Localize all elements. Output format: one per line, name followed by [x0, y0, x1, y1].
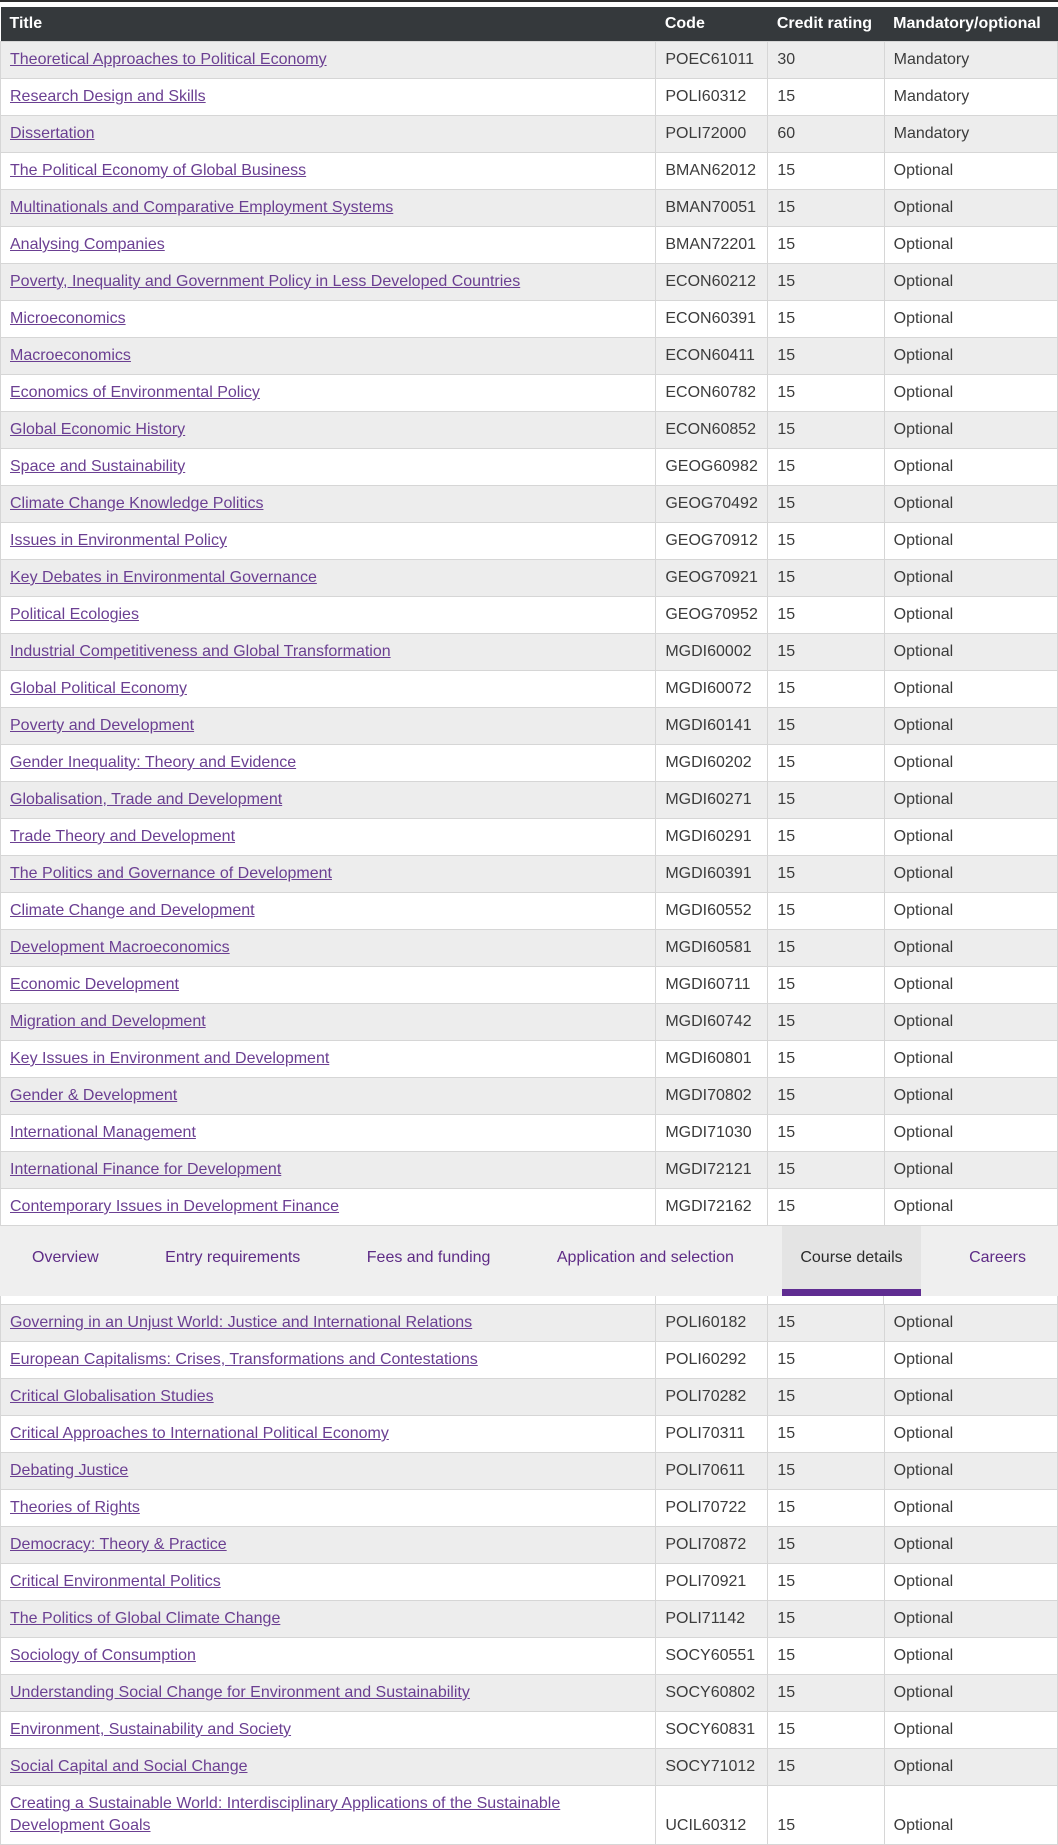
- tab-overview[interactable]: Overview: [32, 1248, 99, 1266]
- credit-rating-cell: 15: [768, 634, 884, 671]
- course-title-link[interactable]: Critical Globalisation Studies: [10, 1388, 214, 1405]
- course-title-cell: [1, 560, 656, 597]
- table-row: [1, 967, 1058, 1004]
- table-row: [1, 1490, 1058, 1527]
- course-title-cell: [1, 1041, 656, 1078]
- course-title-cell: [1, 782, 656, 819]
- credit-rating-cell: 15: [768, 1527, 884, 1564]
- credit-rating-cell: 15: [768, 1712, 884, 1749]
- course-title-cell: [1, 1004, 656, 1041]
- mandatory-optional-cell: Optional: [884, 967, 1057, 1004]
- course-code-cell: GEOG70952: [656, 597, 768, 634]
- course-code-cell: MGDI60391: [656, 856, 768, 893]
- table-row: [1, 1712, 1058, 1749]
- table-row: [1, 1675, 1058, 1712]
- table-row: [1, 671, 1058, 708]
- course-code-cell: POEC61011: [656, 42, 768, 79]
- credit-rating-cell: 15: [768, 671, 884, 708]
- table-row: [1, 1115, 1058, 1152]
- mandatory-optional-cell: Optional: [884, 1342, 1057, 1379]
- course-code-cell: POLI60292: [656, 1342, 768, 1379]
- course-title-link[interactable]: Democracy: Theory & Practice: [10, 1536, 227, 1553]
- table-row: [1, 190, 1058, 227]
- course-code-cell: GEOG70912: [656, 523, 768, 560]
- table-row: [1, 597, 1058, 634]
- column-header-title: Title: [1, 7, 656, 42]
- course-title-link[interactable]: International Finance for Development: [10, 1161, 282, 1178]
- tab-course-details[interactable]: Course details: [782, 1226, 920, 1296]
- course-code-cell: POLI71142: [656, 1601, 768, 1638]
- table-row: [1, 375, 1058, 412]
- course-title-link[interactable]: Political Ecologies: [10, 606, 139, 623]
- table-row: [1, 264, 1058, 301]
- mandatory-optional-cell: Optional: [884, 1189, 1057, 1226]
- course-title-cell: [1, 1601, 656, 1638]
- table-row: [1, 449, 1058, 486]
- course-title-cell: [1, 1527, 656, 1564]
- table-row: [1, 782, 1058, 819]
- credit-rating-cell: 15: [768, 819, 884, 856]
- credit-rating-cell: 15: [768, 1152, 884, 1189]
- table-row: [1, 79, 1058, 116]
- course-title-cell: [1, 1453, 656, 1490]
- course-title-cell: [1, 116, 656, 153]
- credit-rating-cell: 15: [768, 1638, 884, 1675]
- course-code-cell: MGDI70802: [656, 1078, 768, 1115]
- course-title-cell: [1, 1152, 656, 1189]
- course-title-link[interactable]: The Politics of Global Climate Change: [10, 1610, 281, 1627]
- course-title-cell: [1, 1078, 656, 1115]
- course-title-link[interactable]: Gender & Development: [10, 1087, 178, 1104]
- credit-rating-cell: 15: [768, 1601, 884, 1638]
- mandatory-optional-cell: Optional: [884, 1712, 1057, 1749]
- mandatory-optional-cell: Optional: [884, 153, 1057, 190]
- course-title-link[interactable]: Social Capital and Social Change: [10, 1758, 248, 1775]
- mandatory-optional-cell: Optional: [884, 782, 1057, 819]
- course-code-cell: ECON60782: [656, 375, 768, 412]
- credit-rating-cell: 15: [768, 1342, 884, 1379]
- course-title-link[interactable]: Issues in Environmental Policy: [10, 532, 227, 549]
- course-title-cell: [1, 1749, 656, 1786]
- credit-rating-cell: 15: [768, 1078, 884, 1115]
- credit-rating-cell: 30: [768, 42, 884, 79]
- course-title-link[interactable]: Migration and Development: [10, 1013, 206, 1030]
- credit-rating-cell: 15: [768, 301, 884, 338]
- course-code-cell: MGDI60141: [656, 708, 768, 745]
- table-row: [1, 338, 1058, 375]
- course-title-link[interactable]: Space and Sustainability: [10, 458, 186, 475]
- course-title-link[interactable]: Sociology of Consumption: [10, 1647, 196, 1664]
- table-row: [1, 1527, 1058, 1564]
- course-code-cell: POLI70311: [656, 1416, 768, 1453]
- credit-rating-cell: 15: [768, 782, 884, 819]
- mandatory-optional-cell: Optional: [884, 708, 1057, 745]
- course-title-link[interactable]: Theories of Rights: [10, 1499, 140, 1516]
- credit-rating-cell: 15: [768, 375, 884, 412]
- credit-rating-cell: 15: [768, 597, 884, 634]
- credit-rating-cell: 15: [768, 1453, 884, 1490]
- course-title-cell: [1, 412, 656, 449]
- mandatory-optional-cell: Optional: [884, 264, 1057, 301]
- course-code-cell: POLI70282: [656, 1379, 768, 1416]
- credit-rating-cell: 15: [768, 153, 884, 190]
- course-title-link[interactable]: Globalisation, Trade and Development: [10, 791, 283, 808]
- credit-rating-cell: 15: [768, 708, 884, 745]
- mandatory-optional-cell: Optional: [884, 375, 1057, 412]
- credit-rating-cell: 15: [768, 893, 884, 930]
- mandatory-optional-cell: Optional: [884, 1527, 1057, 1564]
- mandatory-optional-cell: Optional: [884, 893, 1057, 930]
- credit-rating-cell: 15: [768, 79, 884, 116]
- course-title-cell: [1, 1379, 656, 1416]
- tab-entry-requirements[interactable]: Entry requirements: [165, 1248, 301, 1266]
- credit-rating-cell: 15: [768, 745, 884, 782]
- mandatory-optional-cell: Optional: [884, 1041, 1057, 1078]
- course-title-link[interactable]: European Capitalisms: Crises, Transformations and Contestations: [10, 1351, 478, 1368]
- course-title-cell: [1, 227, 656, 264]
- table-row: [1, 1749, 1058, 1786]
- table-row: [1, 1601, 1058, 1638]
- credit-rating-cell: 15: [768, 1189, 884, 1226]
- course-title-link[interactable]: Contemporary Issues in Development Finance: [10, 1198, 340, 1215]
- course-title-link[interactable]: Trade Theory and Development: [10, 828, 236, 845]
- course-title-link[interactable]: Critical Approaches to International Political Economy: [10, 1425, 389, 1442]
- course-title-link[interactable]: International Management: [10, 1124, 196, 1141]
- course-code-cell: MGDI72121: [656, 1152, 768, 1189]
- credit-rating-cell: 15: [768, 930, 884, 967]
- credit-rating-cell: 15: [768, 449, 884, 486]
- credit-rating-cell: 15: [768, 560, 884, 597]
- table-row: [1, 1152, 1058, 1189]
- table-row: [1, 1453, 1058, 1490]
- course-title-cell: [1, 1786, 656, 1845]
- mandatory-optional-cell: Optional: [884, 930, 1057, 967]
- mandatory-optional-cell: Optional: [884, 449, 1057, 486]
- course-title-cell: [1, 930, 656, 967]
- table-row: [1, 1004, 1058, 1041]
- course-title-cell: [1, 1189, 656, 1226]
- credit-rating-cell: 15: [768, 264, 884, 301]
- credit-rating-cell: 15: [768, 1305, 884, 1342]
- table-row: [1, 1416, 1058, 1453]
- mandatory-optional-cell: Optional: [884, 1152, 1057, 1189]
- course-title-cell: [1, 856, 656, 893]
- mandatory-optional-cell: Optional: [884, 1078, 1057, 1115]
- table-row: [1, 1189, 1058, 1226]
- course-title-link[interactable]: Governing in an Unjust World: Justice and International Relations: [10, 1314, 473, 1331]
- course-title-link[interactable]: Global Economic History: [10, 421, 186, 438]
- course-title-cell: [1, 745, 656, 782]
- course-title-link[interactable]: Macroeconomics: [10, 347, 131, 364]
- course-title-link[interactable]: Understanding Social Change for Environment and Sustainability: [10, 1684, 470, 1701]
- course-title-cell: [1, 301, 656, 338]
- course-title-cell: [1, 597, 656, 634]
- course-code-cell: BMAN72201: [656, 227, 768, 264]
- course-title-cell: [1, 1490, 656, 1527]
- course-code-cell: GEOG60982: [656, 449, 768, 486]
- table-row: [1, 227, 1058, 264]
- course-title-cell: [1, 375, 656, 412]
- course-title-link[interactable]: Development Macroeconomics: [10, 939, 230, 956]
- course-title-cell: [1, 153, 656, 190]
- course-code-cell: POLI70722: [656, 1490, 768, 1527]
- course-code-cell: BMAN62012: [656, 153, 768, 190]
- course-title-cell: [1, 634, 656, 671]
- mandatory-optional-cell: Optional: [884, 1115, 1057, 1152]
- table-row: [1, 1786, 1058, 1845]
- course-units-table-upper: [0, 7, 1058, 1226]
- table-row: [1, 523, 1058, 560]
- course-title-link[interactable]: Microeconomics: [10, 310, 126, 327]
- credit-rating-cell: 15: [768, 1004, 884, 1041]
- course-title-cell: [1, 1416, 656, 1453]
- course-title-cell: [1, 819, 656, 856]
- course-title-link[interactable]: Industrial Competitiveness and Global Transformation: [10, 643, 391, 660]
- course-code-cell: POLI70872: [656, 1527, 768, 1564]
- course-title-link[interactable]: Economic Development: [10, 976, 179, 993]
- course-title-link[interactable]: Critical Environmental Politics: [10, 1573, 221, 1590]
- course-title-cell: [1, 486, 656, 523]
- mandatory-optional-cell: Optional: [884, 634, 1057, 671]
- course-title-cell: [1, 1342, 656, 1379]
- table-row: [1, 1638, 1058, 1675]
- course-title-link[interactable]: Environment, Sustainability and Society: [10, 1721, 292, 1738]
- credit-rating-cell: 15: [768, 967, 884, 1004]
- course-title-link[interactable]: Key Debates in Environmental Governance: [10, 569, 317, 586]
- course-code-cell: POLI70611: [656, 1453, 768, 1490]
- table-row: [1, 930, 1058, 967]
- mandatory-optional-cell: Optional: [884, 1416, 1057, 1453]
- credit-rating-cell: 15: [768, 1490, 884, 1527]
- mandatory-optional-cell: Optional: [884, 1004, 1057, 1041]
- mandatory-optional-cell: Optional: [884, 338, 1057, 375]
- tab-careers[interactable]: Careers: [969, 1248, 1026, 1266]
- course-title-cell: [1, 338, 656, 375]
- table-row: [1, 1305, 1058, 1342]
- course-title-link[interactable]: Debating Justice: [10, 1462, 129, 1479]
- credit-rating-cell: 15: [768, 1379, 884, 1416]
- course-code-cell: GEOG70921: [656, 560, 768, 597]
- course-code-cell: MGDI72162: [656, 1189, 768, 1226]
- course-code-cell: ECON60212: [656, 264, 768, 301]
- mandatory-optional-cell: Optional: [884, 523, 1057, 560]
- course-title-link[interactable]: Research Design and Skills: [10, 88, 206, 105]
- mandatory-optional-cell: Optional: [884, 1786, 1057, 1845]
- mandatory-optional-cell: Mandatory: [884, 116, 1057, 153]
- course-code-cell: BMAN70051: [656, 190, 768, 227]
- mandatory-optional-cell: Optional: [884, 745, 1057, 782]
- course-code-cell: MGDI60002: [656, 634, 768, 671]
- column-header-credit-rating: Credit rating: [768, 7, 884, 42]
- course-title-cell: [1, 1675, 656, 1712]
- credit-rating-cell: 15: [768, 486, 884, 523]
- mandatory-optional-cell: Optional: [884, 1305, 1057, 1342]
- mandatory-optional-cell: Optional: [884, 560, 1057, 597]
- table-row: [1, 745, 1058, 782]
- table-row: [1, 486, 1058, 523]
- table-row: [1, 560, 1058, 597]
- course-title-link[interactable]: Global Political Economy: [10, 680, 187, 697]
- course-title-link[interactable]: Analysing Companies: [10, 236, 165, 253]
- credit-rating-cell: 15: [768, 1416, 884, 1453]
- course-title-link[interactable]: Climate Change and Development: [10, 902, 255, 919]
- credit-rating-cell: 15: [768, 412, 884, 449]
- course-units-table-lower: [0, 1304, 1058, 1845]
- credit-rating-cell: 15: [768, 1749, 884, 1786]
- credit-rating-cell: 15: [768, 1675, 884, 1712]
- table-row: [1, 1564, 1058, 1601]
- course-title-cell: [1, 1115, 656, 1152]
- mandatory-optional-cell: Optional: [884, 1638, 1057, 1675]
- course-title-link[interactable]: The Politics and Governance of Development: [10, 865, 332, 882]
- course-title-link[interactable]: The Political Economy of Global Business: [10, 162, 307, 179]
- mandatory-optional-cell: Optional: [884, 190, 1057, 227]
- course-code-cell: MGDI60202: [656, 745, 768, 782]
- credit-rating-cell: 15: [768, 1041, 884, 1078]
- course-code-cell: MGDI71030: [656, 1115, 768, 1152]
- table-row: [1, 1379, 1058, 1416]
- course-title-link[interactable]: Key Issues in Environment and Development: [10, 1050, 330, 1067]
- course-code-cell: SOCY60551: [656, 1638, 768, 1675]
- course-title-link[interactable]: Dissertation: [10, 125, 95, 142]
- course-title-link[interactable]: Creating a Sustainable World: Interdisciplinary Applications of the Sustainable Development Goals: [10, 1795, 561, 1834]
- course-code-cell: MGDI60742: [656, 1004, 768, 1041]
- table-row: [1, 1041, 1058, 1078]
- sliver-code-cell: [656, 1296, 768, 1304]
- mandatory-optional-cell: Optional: [884, 819, 1057, 856]
- table-row: [1, 116, 1058, 153]
- course-title-cell: [1, 523, 656, 560]
- mandatory-optional-cell: Optional: [884, 301, 1057, 338]
- column-header-mandatory-optional: Mandatory/optional: [884, 7, 1057, 42]
- sliver-title-cell: [1, 1296, 656, 1304]
- course-code-cell: POLI72000: [656, 116, 768, 153]
- course-code-cell: UCIL60312: [656, 1786, 768, 1845]
- course-title-link[interactable]: Poverty and Development: [10, 717, 195, 734]
- course-code-cell: MGDI60552: [656, 893, 768, 930]
- hidden-row-sliver: [0, 1296, 1058, 1304]
- course-title-cell: [1, 967, 656, 1004]
- table-row: [1, 856, 1058, 893]
- course-code-cell: SOCY60831: [656, 1712, 768, 1749]
- course-title-cell: [1, 1305, 656, 1342]
- table-row: [1, 1078, 1058, 1115]
- table-row: [1, 819, 1058, 856]
- mandatory-optional-cell: Optional: [884, 1453, 1057, 1490]
- mandatory-optional-cell: Optional: [884, 1749, 1057, 1786]
- course-title-cell: [1, 79, 656, 116]
- table-row: [1, 301, 1058, 338]
- course-code-cell: POLI60312: [656, 79, 768, 116]
- course-title-cell: [1, 190, 656, 227]
- course-title-link[interactable]: Economics of Environmental Policy: [10, 384, 260, 401]
- sliver-status-cell: [884, 1296, 1057, 1304]
- course-code-cell: MGDI60271: [656, 782, 768, 819]
- course-title-cell: [1, 708, 656, 745]
- table-row: [1, 708, 1058, 745]
- mandatory-optional-cell: Optional: [884, 856, 1057, 893]
- table-row: [1, 42, 1058, 79]
- credit-rating-cell: 15: [768, 1115, 884, 1152]
- mandatory-optional-cell: Mandatory: [884, 79, 1057, 116]
- table-row: [1, 153, 1058, 190]
- course-title-link[interactable]: Multinationals and Comparative Employment Systems: [10, 199, 394, 216]
- course-title-link[interactable]: Poverty, Inequality and Government Policy in Less Developed Countries: [10, 273, 521, 290]
- mandatory-optional-cell: Optional: [884, 1490, 1057, 1527]
- course-title-cell: [1, 42, 656, 79]
- course-title-cell: [1, 671, 656, 708]
- course-code-cell: MGDI60072: [656, 671, 768, 708]
- table-header: [1, 7, 1058, 42]
- credit-rating-cell: 15: [768, 1786, 884, 1845]
- course-title-link[interactable]: Theoretical Approaches to Political Economy: [10, 51, 327, 68]
- course-title-link[interactable]: Gender Inequality: Theory and Evidence: [10, 754, 297, 771]
- mandatory-optional-cell: Optional: [884, 1564, 1057, 1601]
- credit-rating-cell: 15: [768, 338, 884, 375]
- mandatory-optional-cell: Optional: [884, 486, 1057, 523]
- course-title-cell: [1, 264, 656, 301]
- table-row: [1, 634, 1058, 671]
- tab-fees-and-funding[interactable]: Fees and funding: [366, 1248, 491, 1266]
- course-title-cell: [1, 893, 656, 930]
- credit-rating-cell: 15: [768, 1564, 884, 1601]
- course-title-cell: [1, 1564, 656, 1601]
- mandatory-optional-cell: Optional: [884, 1675, 1057, 1712]
- course-code-cell: ECON60391: [656, 301, 768, 338]
- course-code-cell: ECON60411: [656, 338, 768, 375]
- credit-rating-cell: 15: [768, 190, 884, 227]
- tab-application-and-selection[interactable]: Application and selection: [556, 1248, 734, 1266]
- course-code-cell: MGDI60801: [656, 1041, 768, 1078]
- course-code-cell: GEOG70492: [656, 486, 768, 523]
- course-code-cell: MGDI60291: [656, 819, 768, 856]
- course-title-link[interactable]: Climate Change Knowledge Politics: [10, 495, 264, 512]
- course-code-cell: POLI70921: [656, 1564, 768, 1601]
- mandatory-optional-cell: Optional: [884, 227, 1057, 264]
- course-code-cell: SOCY60802: [656, 1675, 768, 1712]
- mandatory-optional-cell: Optional: [884, 1379, 1057, 1416]
- mandatory-optional-cell: Mandatory: [884, 42, 1057, 79]
- column-header-code: Code: [656, 7, 768, 42]
- sliver-credit-cell: [768, 1296, 884, 1304]
- course-code-cell: POLI60182: [656, 1305, 768, 1342]
- course-code-cell: SOCY71012: [656, 1749, 768, 1786]
- table-row: [1, 893, 1058, 930]
- credit-rating-cell: 15: [768, 523, 884, 560]
- course-title-cell: [1, 1712, 656, 1749]
- mandatory-optional-cell: Optional: [884, 671, 1057, 708]
- credit-rating-cell: 15: [768, 856, 884, 893]
- course-title-cell: [1, 1638, 656, 1675]
- course-page-tabs: [0, 1226, 1058, 1296]
- credit-rating-cell: 60: [768, 116, 884, 153]
- credit-rating-cell: 15: [768, 227, 884, 264]
- course-title-cell: [1, 449, 656, 486]
- table-row: [1, 412, 1058, 449]
- course-code-cell: MGDI60581: [656, 930, 768, 967]
- course-code-cell: MGDI60711: [656, 967, 768, 1004]
- mandatory-optional-cell: Optional: [884, 597, 1057, 634]
- mandatory-optional-cell: Optional: [884, 412, 1057, 449]
- table-row: [1, 1342, 1058, 1379]
- course-code-cell: ECON60852: [656, 412, 768, 449]
- mandatory-optional-cell: Optional: [884, 1601, 1057, 1638]
